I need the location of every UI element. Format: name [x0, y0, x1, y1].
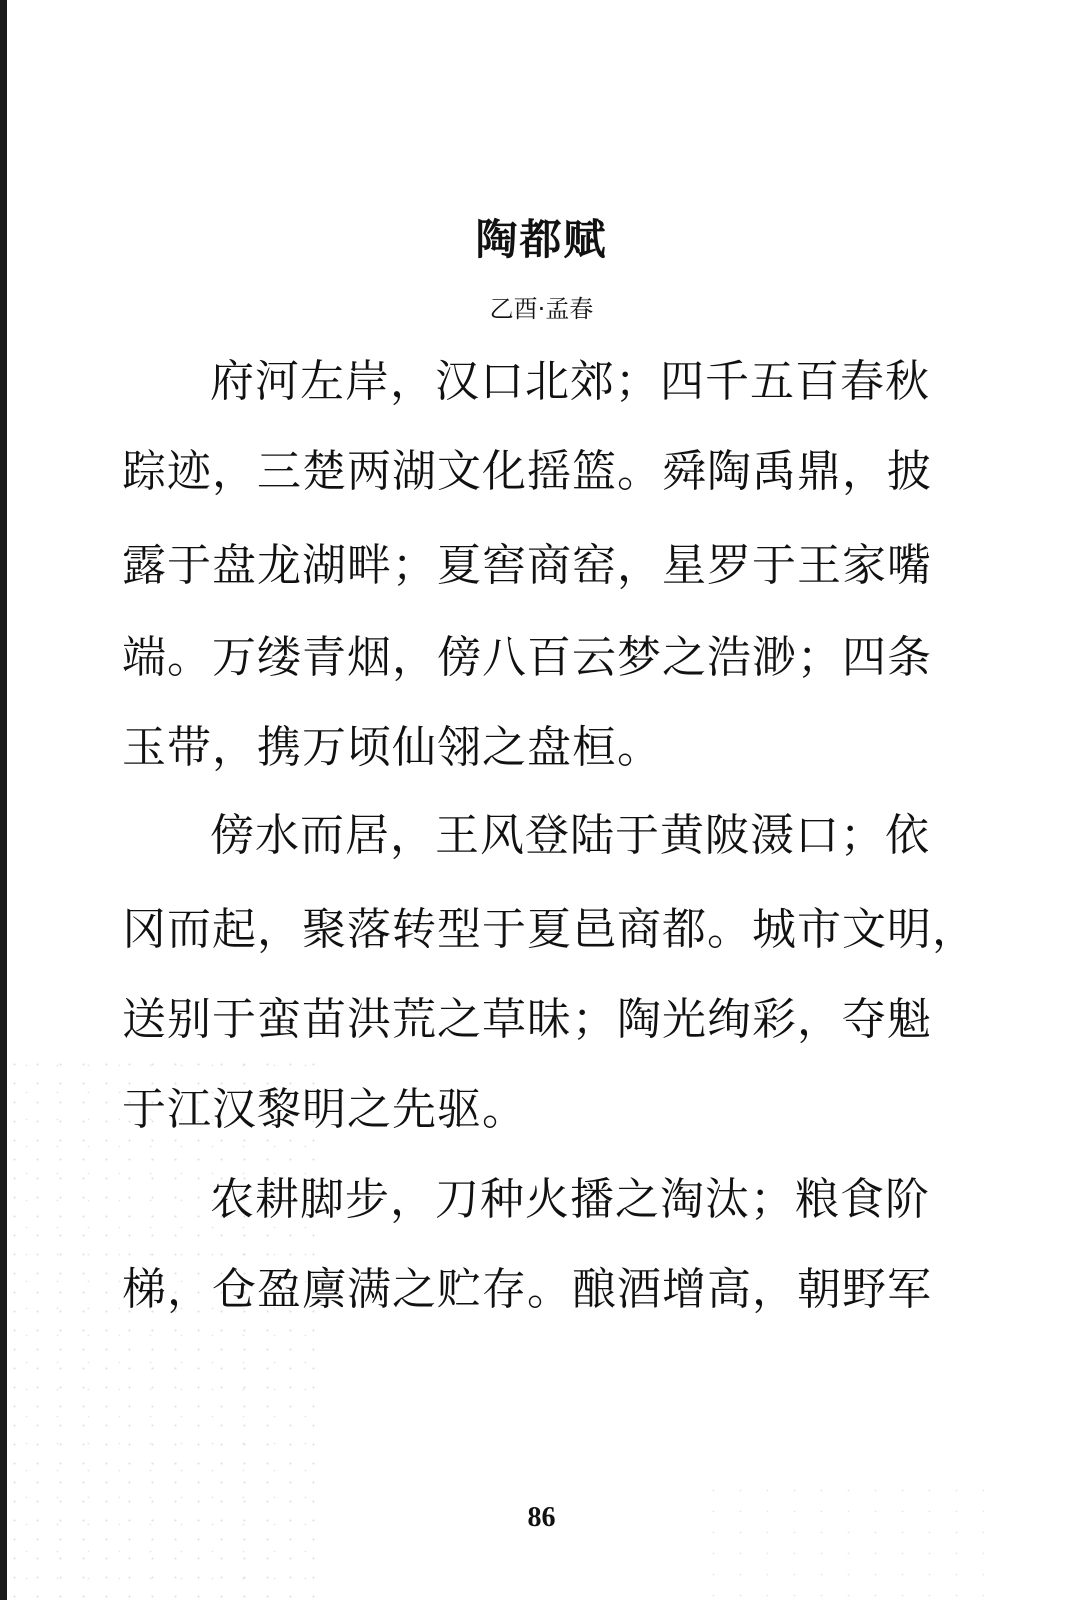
text-line: 冈而起，聚落转型于夏邑商都。城市文明，	[122, 904, 977, 955]
text-line: 府河左岸，汉口北郊；四千五百春秋	[210, 356, 930, 407]
text-line: 送别于蛮苗洪荒之草昧；陶光绚彩，夺魁	[122, 994, 932, 1045]
text-line: 梯，仓盈廪满之贮存。酿酒增高，朝野军	[122, 1264, 932, 1315]
page-title: 陶都赋	[475, 215, 608, 264]
text-line: 踪迹，三楚两湖文化摇篮。舜陶禹鼎，披	[122, 446, 932, 497]
text-line: 玉带，携万顷仙翎之盘桓。	[122, 722, 662, 773]
text-line: 端。万缕青烟，傍八百云梦之浩渺；四条	[122, 632, 932, 683]
text-line: 傍水而居，王风登陆于黄陂滠口；依	[210, 810, 930, 861]
page-subtitle: 乙酉·孟春	[489, 295, 594, 323]
text-line: 于江汉黎明之先驱。	[122, 1084, 527, 1135]
page-number: 86	[527, 1502, 556, 1533]
text-line: 农耕脚步，刀种火播之淘汰；粮食阶	[210, 1174, 930, 1225]
text-line: 露于盘龙湖畔；夏窖商窑，星罗于王家嘴	[122, 540, 932, 591]
